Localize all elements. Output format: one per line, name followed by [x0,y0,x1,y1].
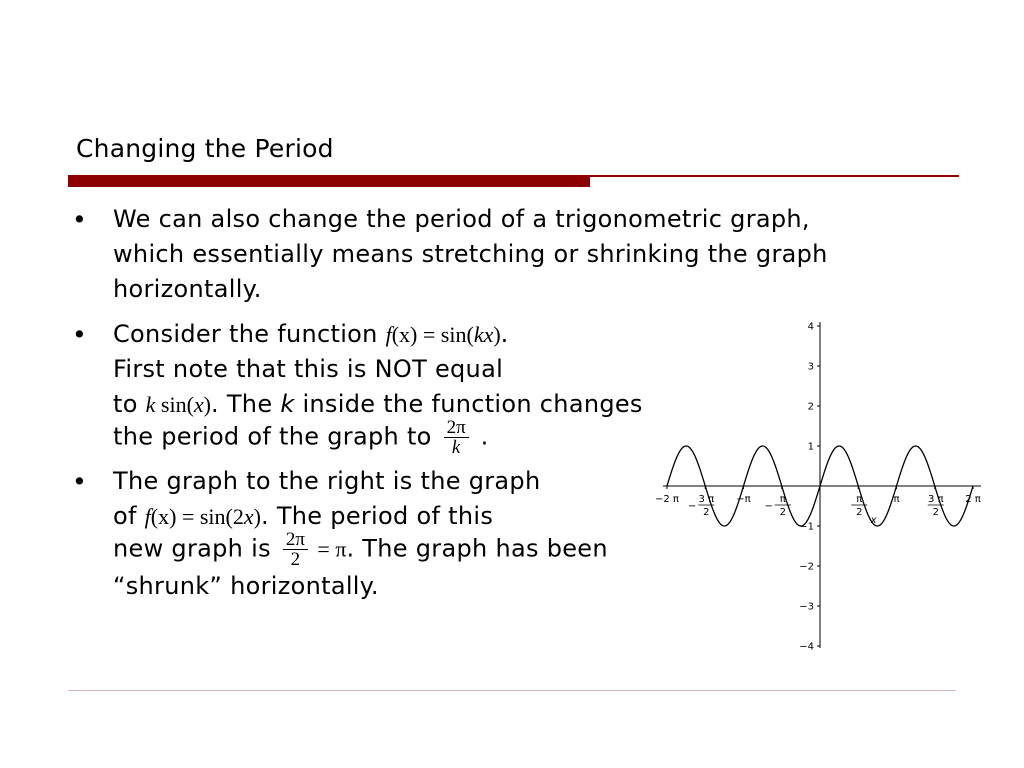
x-tick-label: π [893,494,900,505]
x-tick-label-denominator: 2 [932,507,939,518]
footer-rule [68,690,956,691]
x-tick-label-minus: − [688,501,697,512]
y-tick-label: −3 [799,601,814,613]
y-tick-label: −2 [799,561,814,573]
x-tick-label-minus: − [764,501,773,512]
y-tick-label: 4 [807,321,814,333]
x-tick-label: 2 π [965,494,981,505]
x-axis-label: x [870,515,877,526]
x-tick-label-denominator: 2 [703,507,710,518]
bullet-2-text: Consider the function [113,320,386,348]
bullet-marker: • [72,320,87,349]
bullet-marker: • [72,467,87,496]
bullet-1-line-1: We can also change the period of a trigonometric graph, [113,205,810,233]
bullet-3-line-4: “shrunk” horizontally. [113,572,379,600]
bullet-2-line-1: Consider the function f(x) = sin(kx). [113,320,509,348]
fraction-2pi-over-2: $\frac{2\pi}{2}$ [283,530,308,569]
bullet-3-line-3: new graph is $\frac{2\pi}{2}$ = π. The graph has been [113,529,608,570]
y-tick-label: 2 [807,401,814,413]
bullet-3-line-1: The graph to the right is the graph [113,467,541,495]
graph-ticks [655,322,981,653]
bullet-2-line-2: First note that this is NOT equal [113,355,504,383]
bullet-1-line-3: horizontally. [113,275,262,303]
title-underline-thick [68,175,590,187]
bullet-1-line-2: which essentially means stretching or shrinking the graph [113,240,828,268]
y-tick-label: −1 [799,521,814,533]
title-underline-thin [590,175,959,177]
x-tick-label: −2 π [655,494,679,505]
bullet-marker: • [72,205,87,234]
graph-axes [663,322,981,648]
x-tick-label-denominator: 2 [779,507,786,518]
sine-graph [640,315,990,655]
slide-title: Changing the Period [76,134,334,163]
bullet-2-line-3: to k sin(x). The k inside the function changes [113,390,643,418]
x-tick-label-numerator: π [779,494,786,505]
y-tick-label: 1 [807,441,814,453]
x-tick-label-numerator: 3 π [927,494,944,505]
bullet-3-line-2: of f(x) = sin(2x). The period of this [113,502,494,530]
fraction-2pi-over-k: $\frac{2\pi}{k}$ [444,418,469,457]
equation-f-sin-2x: f(x) = sin(2x) [144,504,261,529]
equation-f-sin-kx: f(x) = sin(kx) [385,322,501,347]
x-tick-label: −π [736,494,751,505]
y-tick-label: 3 [807,361,814,373]
equation-k-sin-x: k sin(x) [145,392,211,417]
bullet-2-line-4: the period of the graph to $\frac{2\pi}{k}$ . [113,417,489,458]
x-tick-label-numerator: 3 π [698,494,715,505]
y-tick-label: −4 [799,641,814,653]
x-tick-label-denominator: 2 [856,507,863,518]
x-tick-label-numerator: π [856,494,863,505]
